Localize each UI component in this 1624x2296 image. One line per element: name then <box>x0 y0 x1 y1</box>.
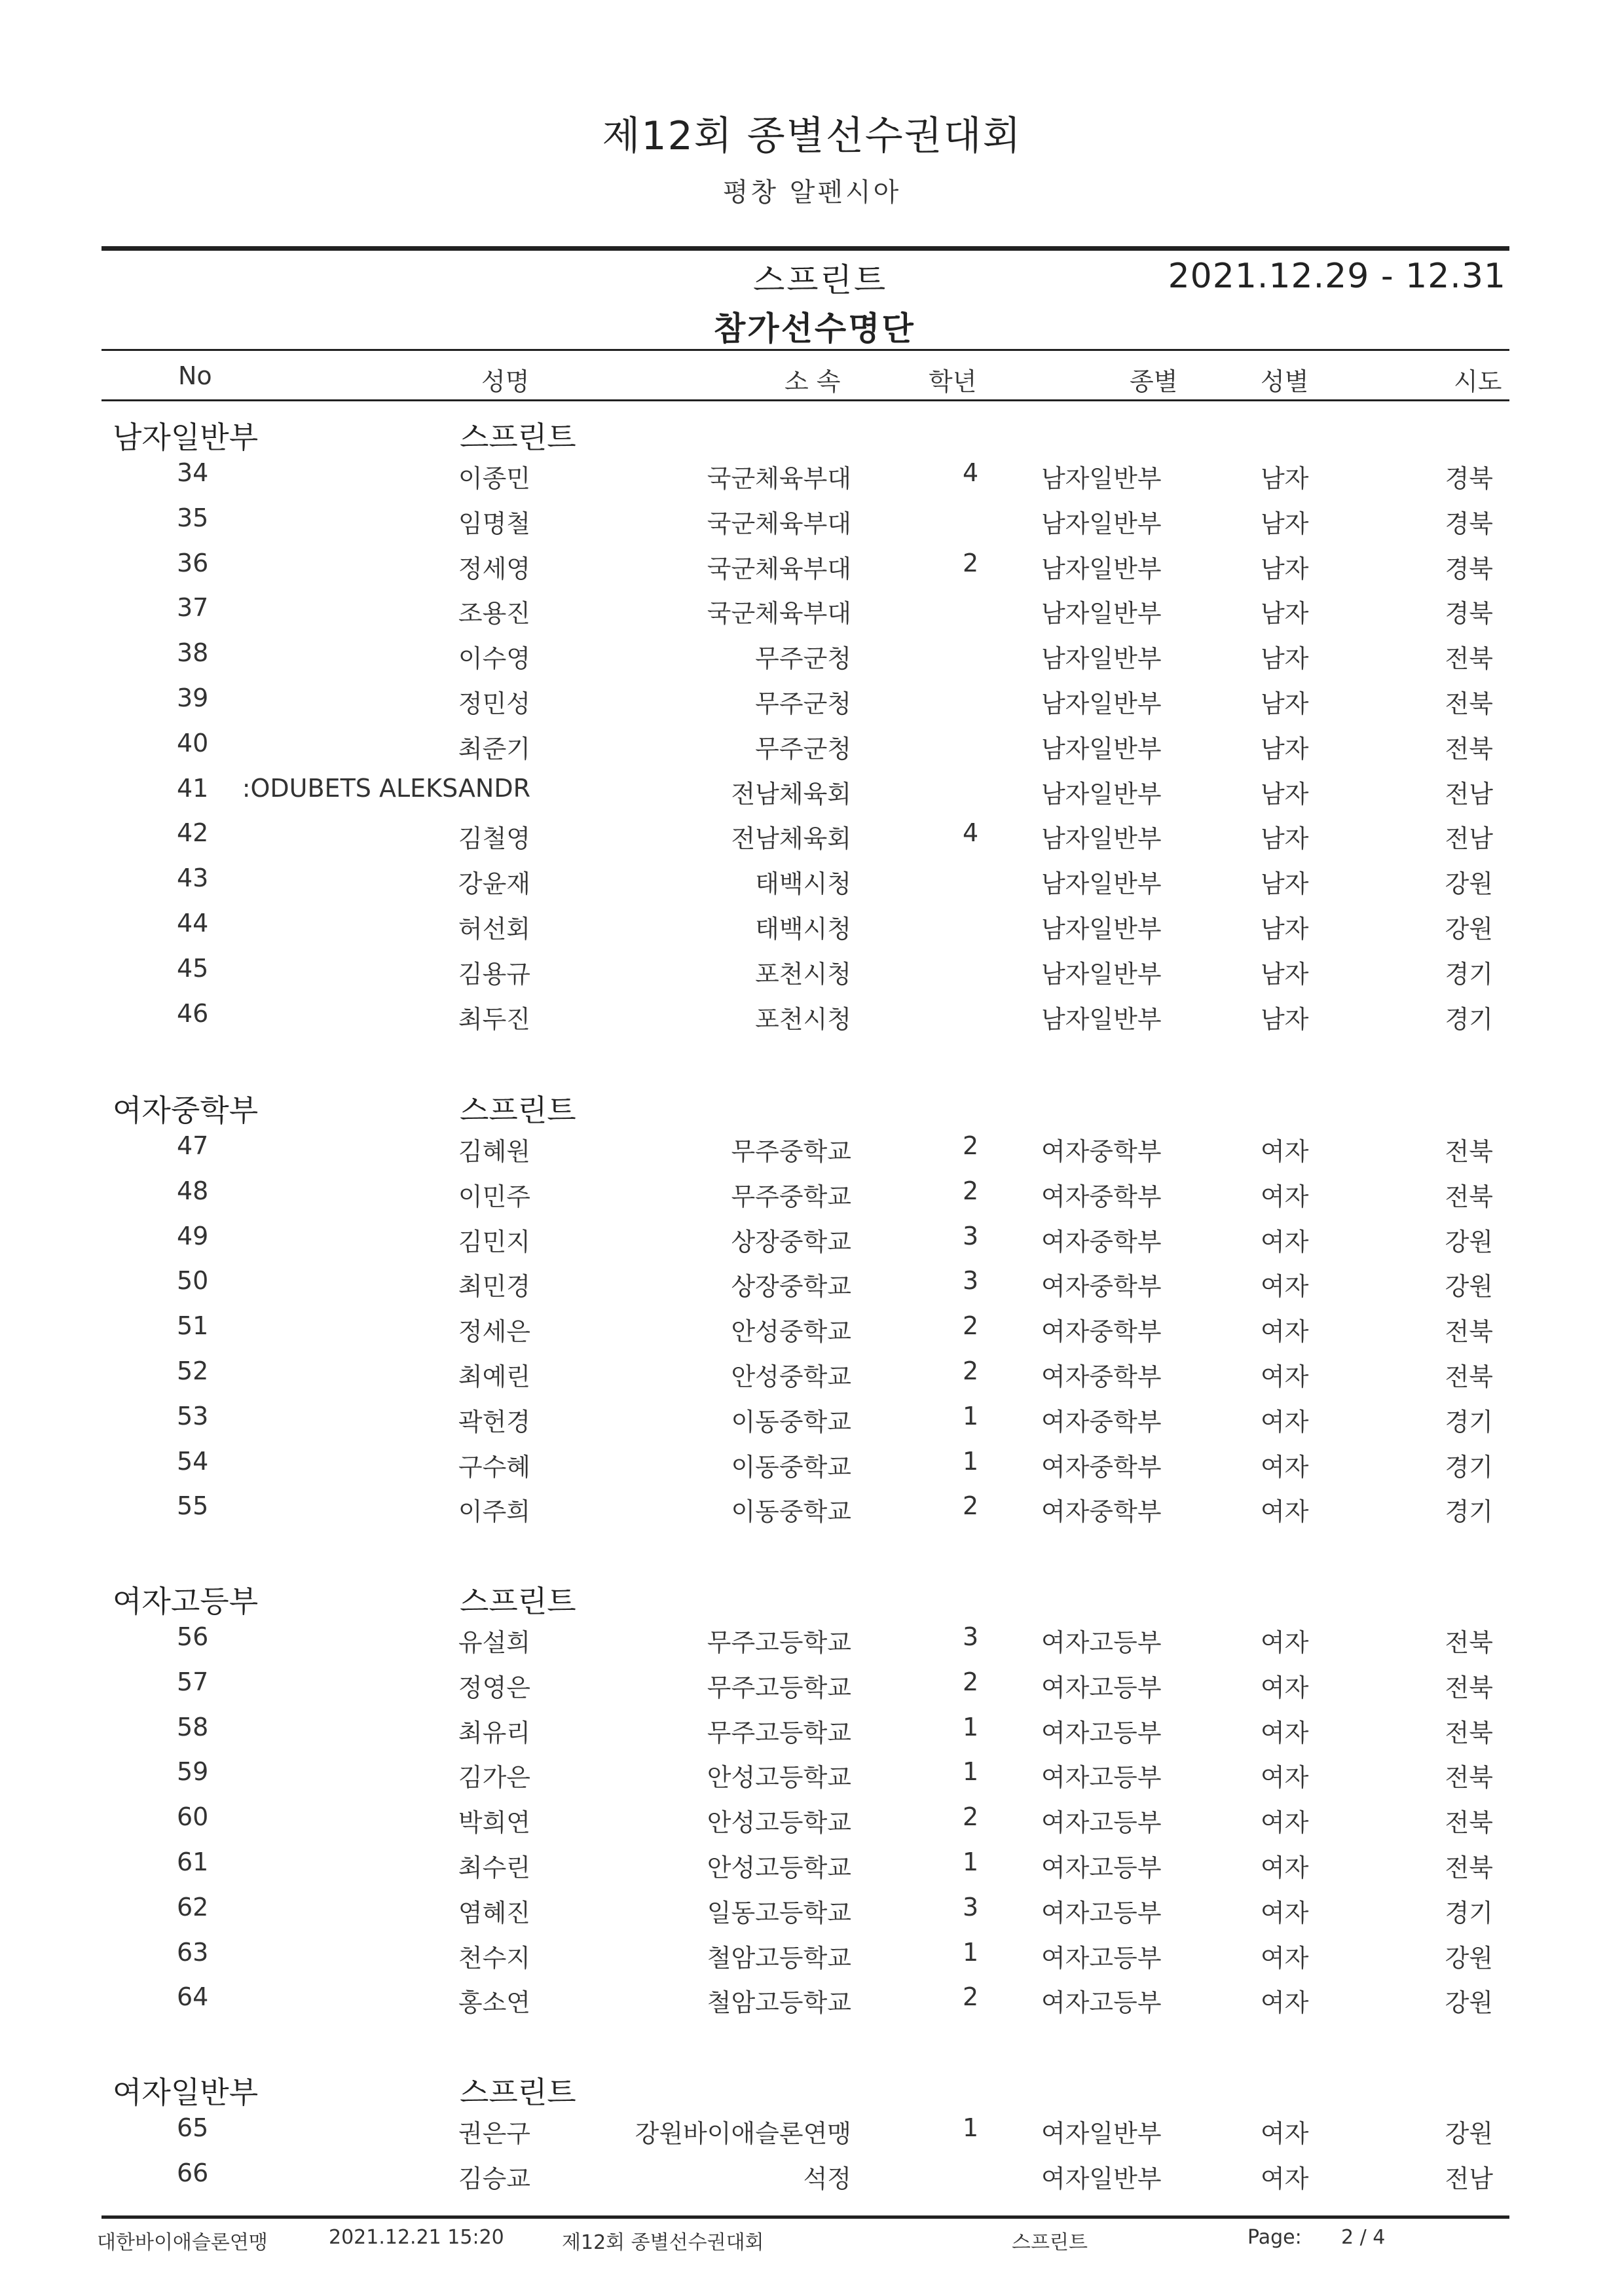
row-region: 경북 <box>1445 554 1493 583</box>
row-no: 34 <box>177 458 209 487</box>
row-no: 49 <box>177 1221 209 1250</box>
row-category: 남자일반부 <box>1041 734 1162 763</box>
row-sex: 남자 <box>1261 509 1309 538</box>
row-affiliation: 안성중학교 <box>731 1362 851 1391</box>
section-event-label: 스프린트 <box>460 1584 576 1619</box>
row-category: 여자고등부 <box>1041 1673 1162 1702</box>
row-name: 염혜진 <box>458 1898 530 1927</box>
table-row <box>0 1667 1624 1707</box>
row-sex: 여자 <box>1261 1497 1309 1527</box>
table-row <box>0 1357 1624 1396</box>
row-category: 여자일반부 <box>1041 2119 1162 2148</box>
row-grade: 2 <box>963 1982 979 2012</box>
row-region: 전남 <box>1445 824 1493 854</box>
row-region: 강원 <box>1445 1227 1493 1256</box>
row-sex: 남자 <box>1261 689 1309 718</box>
row-sex: 남자 <box>1261 464 1309 493</box>
row-category: 여자중학부 <box>1041 1227 1162 1256</box>
row-sex: 남자 <box>1261 554 1309 583</box>
row-no: 35 <box>177 503 209 532</box>
row-grade: 2 <box>963 1491 979 1521</box>
row-affiliation: 상장중학교 <box>731 1227 851 1256</box>
row-name: 정민성 <box>458 689 530 718</box>
row-region: 전북 <box>1445 1853 1493 1882</box>
row-name: 최준기 <box>458 734 530 763</box>
row-category: 여자중학부 <box>1041 1497 1162 1527</box>
row-region: 전북 <box>1445 1182 1493 1211</box>
row-category: 남자일반부 <box>1041 1004 1162 1034</box>
row-affiliation: 국군체육부대 <box>707 599 851 629</box>
row-region: 전북 <box>1445 1673 1493 1702</box>
row-affiliation: 이동중학교 <box>731 1452 851 1482</box>
row-no: 46 <box>177 998 209 1028</box>
row-grade: 2 <box>963 1667 979 1696</box>
row-region: 전북 <box>1445 1808 1493 1838</box>
row-name: 임명철 <box>458 509 530 538</box>
row-category: 여자고등부 <box>1041 1718 1162 1747</box>
row-name: :ODUBETS ALEKSANDR <box>242 773 530 803</box>
row-region: 전북 <box>1445 1137 1493 1166</box>
row-name: 정영은 <box>458 1673 530 1702</box>
row-sex: 여자 <box>1261 1943 1309 1973</box>
row-no: 41 <box>177 773 209 803</box>
row-sex: 남자 <box>1261 1004 1309 1034</box>
row-sex: 여자 <box>1261 1182 1309 1211</box>
row-no: 58 <box>177 1712 209 1741</box>
row-region: 경기 <box>1445 1407 1493 1436</box>
row-category: 여자고등부 <box>1041 1808 1162 1838</box>
list-title: 참가선수명단 <box>714 310 915 348</box>
table-row <box>0 593 1624 632</box>
row-name: 이종민 <box>458 464 530 493</box>
row-no: 40 <box>177 728 209 757</box>
table-row <box>0 1131 1624 1171</box>
row-region: 전북 <box>1445 689 1493 718</box>
row-name: 김민지 <box>458 1227 530 1256</box>
table-row <box>0 954 1624 993</box>
table-row <box>0 999 1624 1038</box>
row-sex: 여자 <box>1261 1452 1309 1482</box>
table-row <box>0 1222 1624 1261</box>
row-name: 정세영 <box>458 554 530 583</box>
row-no: 53 <box>177 1401 209 1430</box>
table-row <box>0 458 1624 498</box>
row-region: 전북 <box>1445 734 1493 763</box>
row-category: 남자일반부 <box>1041 869 1162 899</box>
row-name: 최예린 <box>458 1362 530 1391</box>
table-row <box>0 1491 1624 1531</box>
row-region: 경북 <box>1445 599 1493 629</box>
table-row <box>0 683 1624 723</box>
section-division-label: 여자중학부 <box>113 1093 259 1128</box>
row-sex: 남자 <box>1261 959 1309 989</box>
row-sex: 여자 <box>1261 1988 1309 2018</box>
row-affiliation: 무주고등학교 <box>707 1718 851 1747</box>
table-row <box>0 1757 1624 1796</box>
section-division-label: 여자일반부 <box>113 2075 259 2110</box>
row-grade: 1 <box>963 1937 979 1967</box>
date-range: 2021.12.29 - 12.31 <box>1168 257 1506 296</box>
row-affiliation: 무주중학교 <box>731 1137 851 1166</box>
row-no: 52 <box>177 1357 209 1385</box>
row-affiliation: 국군체육부대 <box>707 554 851 583</box>
row-sex: 여자 <box>1261 1853 1309 1882</box>
row-affiliation: 무주군청 <box>755 689 851 718</box>
table-row <box>0 1447 1624 1486</box>
table-row <box>0 1802 1624 1842</box>
row-name: 홍소연 <box>458 1988 530 2018</box>
row-no: 65 <box>177 2113 209 2142</box>
row-category: 여자고등부 <box>1041 1988 1162 2018</box>
table-row <box>0 1848 1624 1887</box>
row-sex: 남자 <box>1261 915 1309 943</box>
row-grade: 1 <box>963 1848 979 1876</box>
row-category: 여자중학부 <box>1041 1452 1162 1482</box>
row-no: 39 <box>177 683 209 712</box>
row-category: 남자일반부 <box>1041 509 1162 538</box>
row-name: 최유리 <box>458 1718 530 1747</box>
row-no: 48 <box>177 1176 209 1205</box>
row-name: 권은구 <box>458 2119 530 2148</box>
row-region: 경기 <box>1445 1004 1493 1034</box>
column-header-name: 성명 <box>481 367 530 396</box>
row-name: 김용규 <box>458 959 530 989</box>
row-category: 남자일반부 <box>1041 554 1162 583</box>
row-name: 김가은 <box>458 1763 530 1793</box>
row-affiliation: 무주군청 <box>755 644 851 674</box>
row-sex: 여자 <box>1261 2164 1309 2193</box>
row-region: 전북 <box>1445 1362 1493 1391</box>
row-affiliation: 일동고등학교 <box>707 1898 851 1927</box>
row-affiliation: 무주고등학교 <box>707 1628 851 1657</box>
row-grade: 2 <box>963 1357 979 1385</box>
row-grade: 1 <box>963 1446 979 1476</box>
row-no: 62 <box>177 1892 209 1922</box>
row-name: 정세은 <box>458 1317 530 1347</box>
row-category: 남자일반부 <box>1041 779 1162 809</box>
row-no: 63 <box>177 1937 209 1967</box>
section-event-label: 스프린트 <box>460 2075 576 2110</box>
row-category: 여자고등부 <box>1041 1943 1162 1973</box>
row-name: 곽헌경 <box>458 1407 530 1436</box>
row-grade: 1 <box>963 1401 979 1430</box>
row-region: 전남 <box>1445 779 1493 809</box>
row-sex: 여자 <box>1261 1718 1309 1747</box>
row-affiliation: 안성고등학교 <box>707 1808 851 1838</box>
row-category: 남자일반부 <box>1041 915 1162 943</box>
footer-event: 스프린트 <box>1012 2231 1088 2254</box>
row-no: 51 <box>177 1311 209 1341</box>
row-category: 남자일반부 <box>1041 959 1162 989</box>
row-affiliation: 무주고등학교 <box>707 1673 851 1702</box>
row-sex: 여자 <box>1261 1763 1309 1793</box>
row-no: 59 <box>177 1757 209 1787</box>
row-affiliation: 철암고등학교 <box>707 1988 851 2018</box>
row-grade: 3 <box>963 1221 979 1250</box>
row-name: 박희연 <box>458 1808 530 1838</box>
row-region: 경북 <box>1445 464 1493 493</box>
row-sex: 여자 <box>1261 1808 1309 1838</box>
row-grade: 2 <box>963 1131 979 1160</box>
footer-page-label: Page: <box>1247 2226 1302 2249</box>
row-no: 38 <box>177 638 209 668</box>
row-no: 50 <box>177 1266 209 1296</box>
row-name: 김혜원 <box>458 1137 530 1166</box>
row-name: 허선회 <box>458 915 530 943</box>
row-sex: 남자 <box>1261 599 1309 629</box>
row-category: 여자중학부 <box>1041 1137 1162 1166</box>
row-category: 여자중학부 <box>1041 1272 1162 1302</box>
event-name: 스프린트 <box>753 261 888 299</box>
row-affiliation: 상장중학교 <box>731 1272 851 1302</box>
table-row <box>0 1266 1624 1305</box>
row-no: 55 <box>177 1491 209 1521</box>
row-no: 57 <box>177 1667 209 1696</box>
table-row <box>0 503 1624 543</box>
competition-title: 제12회 종별선수권대회 <box>602 113 1022 159</box>
row-sex: 여자 <box>1261 1898 1309 1927</box>
column-header-sex: 성별 <box>1261 367 1309 396</box>
row-region: 경기 <box>1445 959 1493 989</box>
row-affiliation: 태백시청 <box>755 869 851 899</box>
row-category: 여자중학부 <box>1041 1317 1162 1347</box>
table-row <box>0 1713 1624 1752</box>
row-affiliation: 태백시청 <box>755 915 851 943</box>
header-rule <box>101 246 1509 251</box>
table-row <box>0 909 1624 948</box>
footer-page-value: 2 / 4 <box>1341 2226 1386 2249</box>
row-affiliation: 이동중학교 <box>731 1407 851 1436</box>
row-region: 강원 <box>1445 915 1493 943</box>
row-name: 최두진 <box>458 1004 530 1034</box>
row-affiliation: 전남체육회 <box>731 824 851 854</box>
row-affiliation: 철암고등학교 <box>707 1943 851 1973</box>
row-category: 남자일반부 <box>1041 599 1162 629</box>
row-grade: 4 <box>963 818 979 848</box>
row-region: 전북 <box>1445 1317 1493 1347</box>
row-sex: 여자 <box>1261 1362 1309 1391</box>
row-grade: 4 <box>963 458 979 487</box>
row-category: 여자중학부 <box>1041 1407 1162 1436</box>
row-region: 전북 <box>1445 1718 1493 1747</box>
row-region: 강원 <box>1445 1272 1493 1302</box>
row-grade: 1 <box>963 2113 979 2142</box>
row-no: 61 <box>177 1848 209 1876</box>
row-name: 강윤재 <box>458 869 530 899</box>
table-row <box>0 1176 1624 1216</box>
row-sex: 여자 <box>1261 2119 1309 2148</box>
row-region: 강원 <box>1445 1943 1493 1973</box>
row-sex: 여자 <box>1261 1272 1309 1302</box>
table-row <box>0 774 1624 813</box>
row-no: 45 <box>177 953 209 983</box>
row-sex: 여자 <box>1261 1673 1309 1702</box>
row-name: 이주희 <box>458 1497 530 1527</box>
row-category: 여자고등부 <box>1041 1763 1162 1793</box>
table-row <box>0 638 1624 678</box>
row-sex: 남자 <box>1261 869 1309 899</box>
column-header-affiliation: 소 속 <box>784 367 841 396</box>
column-header-no: No <box>178 361 212 390</box>
row-name: 김철영 <box>458 824 530 854</box>
row-affiliation: 이동중학교 <box>731 1497 851 1527</box>
row-affiliation: 무주중학교 <box>731 1182 851 1211</box>
section-division-label: 여자고등부 <box>113 1584 259 1619</box>
footer-organization: 대한바이애슬론연맹 <box>97 2231 268 2254</box>
row-no: 64 <box>177 1982 209 2012</box>
row-no: 54 <box>177 1446 209 1476</box>
row-no: 44 <box>177 909 209 938</box>
row-grade: 1 <box>963 1757 979 1787</box>
table-row <box>0 864 1624 903</box>
row-affiliation: 강원바이애슬론연맹 <box>635 2119 851 2148</box>
row-category: 여자고등부 <box>1041 1628 1162 1657</box>
row-affiliation: 포천시청 <box>755 959 851 989</box>
row-category: 여자중학부 <box>1041 1182 1162 1211</box>
row-category: 여자고등부 <box>1041 1853 1162 1882</box>
venue: 평창 알펜시아 <box>722 177 902 208</box>
row-region: 전북 <box>1445 644 1493 674</box>
row-name: 이민주 <box>458 1182 530 1211</box>
row-category: 남자일반부 <box>1041 689 1162 718</box>
column-header-region: 시도 <box>1454 367 1502 396</box>
row-no: 66 <box>177 2158 209 2187</box>
row-sex: 남자 <box>1261 644 1309 674</box>
row-no: 42 <box>177 818 209 848</box>
table-row <box>0 1402 1624 1441</box>
row-no: 43 <box>177 864 209 893</box>
row-region: 경기 <box>1445 1452 1493 1482</box>
footer-rule <box>101 2215 1509 2219</box>
table-row <box>0 818 1624 858</box>
row-sex: 여자 <box>1261 1407 1309 1436</box>
section-division-label: 남자일반부 <box>113 420 259 455</box>
row-name: 조용진 <box>458 599 530 629</box>
row-category: 여자고등부 <box>1041 1898 1162 1927</box>
row-affiliation: 국군체육부대 <box>707 464 851 493</box>
row-category: 남자일반부 <box>1041 824 1162 854</box>
row-affiliation: 석정 <box>803 2164 851 2193</box>
row-affiliation: 국군체육부대 <box>707 509 851 538</box>
row-sex: 남자 <box>1261 824 1309 854</box>
row-grade: 2 <box>963 1802 979 1832</box>
row-sex: 여자 <box>1261 1227 1309 1256</box>
row-name: 천수지 <box>458 1943 530 1973</box>
row-category: 여자일반부 <box>1041 2164 1162 2193</box>
row-grade: 3 <box>963 1266 979 1296</box>
row-name: 최민경 <box>458 1272 530 1302</box>
table-row <box>0 1893 1624 1932</box>
row-region: 경기 <box>1445 1898 1493 1927</box>
table-row <box>0 549 1624 588</box>
row-name: 김승교 <box>458 2164 530 2193</box>
footer-competition: 제12회 종별선수권대회 <box>562 2231 764 2254</box>
table-row <box>0 729 1624 768</box>
row-no: 60 <box>177 1802 209 1832</box>
row-no: 47 <box>177 1131 209 1160</box>
table-row <box>0 1938 1624 1977</box>
footer-printed: 2021.12.21 15:20 <box>329 2226 504 2249</box>
row-region: 전북 <box>1445 1763 1493 1793</box>
row-name: 유설희 <box>458 1628 530 1657</box>
row-affiliation: 전남체육회 <box>731 779 851 809</box>
row-region: 전남 <box>1445 2164 1493 2193</box>
row-region: 전북 <box>1445 1628 1493 1657</box>
row-affiliation: 안성고등학교 <box>707 1853 851 1882</box>
row-sex: 여자 <box>1261 1628 1309 1657</box>
row-region: 경북 <box>1445 509 1493 538</box>
title-rule <box>101 349 1509 351</box>
row-grade: 2 <box>963 1176 979 1205</box>
row-no: 56 <box>177 1622 209 1651</box>
column-rule <box>101 399 1509 401</box>
column-header-grade: 학년 <box>929 367 977 396</box>
table-row <box>0 2113 1624 2153</box>
row-affiliation: 포천시청 <box>755 1004 851 1034</box>
row-no: 36 <box>177 548 209 577</box>
row-grade: 1 <box>963 1712 979 1741</box>
row-category: 남자일반부 <box>1041 644 1162 674</box>
table-row <box>0 1311 1624 1351</box>
row-sex: 남자 <box>1261 734 1309 763</box>
row-affiliation: 안성고등학교 <box>707 1763 851 1793</box>
row-affiliation: 무주군청 <box>755 734 851 763</box>
section-event-label: 스프린트 <box>460 420 576 455</box>
row-affiliation: 안성중학교 <box>731 1317 851 1347</box>
table-row <box>0 1982 1624 2022</box>
row-region: 강원 <box>1445 2119 1493 2148</box>
section-event-label: 스프린트 <box>460 1093 576 1128</box>
row-sex: 남자 <box>1261 779 1309 809</box>
row-region: 강원 <box>1445 1988 1493 2018</box>
row-region: 강원 <box>1445 869 1493 899</box>
column-header-category: 종별 <box>1130 367 1178 396</box>
row-name: 이수영 <box>458 644 530 674</box>
row-sex: 여자 <box>1261 1317 1309 1347</box>
row-name: 최수린 <box>458 1853 530 1882</box>
row-grade: 2 <box>963 548 979 577</box>
row-no: 37 <box>177 593 209 623</box>
row-category: 여자중학부 <box>1041 1362 1162 1391</box>
row-grade: 2 <box>963 1311 979 1341</box>
row-grade: 3 <box>963 1622 979 1651</box>
row-grade: 3 <box>963 1892 979 1922</box>
table-row <box>0 2159 1624 2198</box>
row-region: 경기 <box>1445 1497 1493 1527</box>
table-row <box>0 1622 1624 1662</box>
row-name: 구수혜 <box>458 1452 530 1482</box>
row-sex: 여자 <box>1261 1137 1309 1166</box>
row-category: 남자일반부 <box>1041 464 1162 493</box>
